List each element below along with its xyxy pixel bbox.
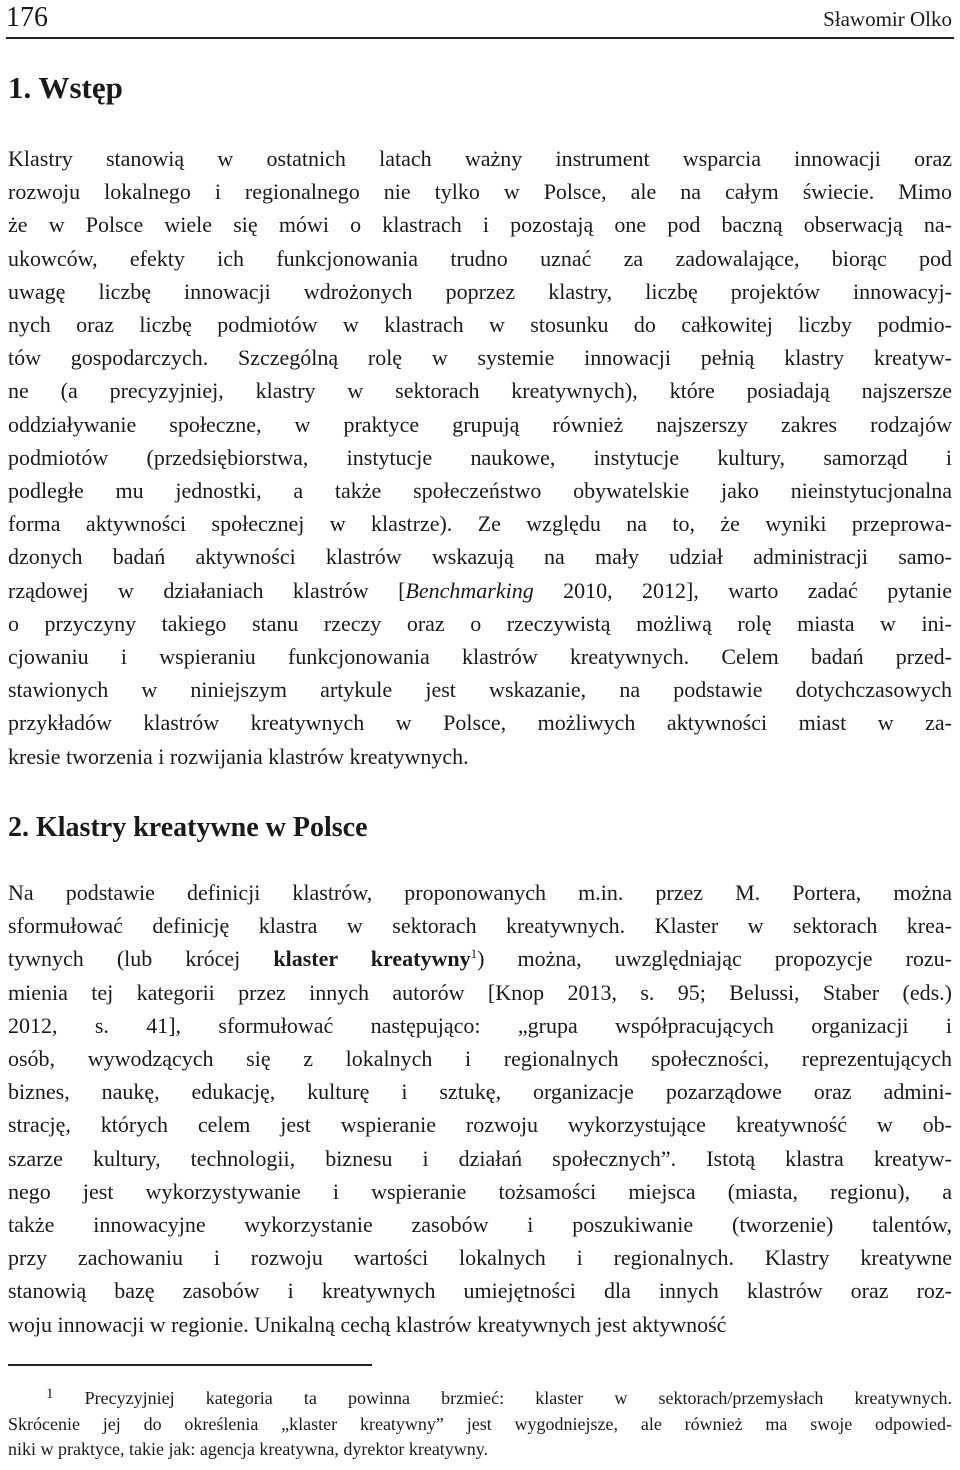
text-line: Klastry stanowią w ostatnich latach ważny instrument wsparcia innowacji oraz [8, 146, 952, 171]
running-header [6, 0, 954, 39]
term-bold: klaster kreatywny [273, 946, 471, 972]
text-line [8, 574, 952, 607]
text-line: tów gospodarczych. Szczególną rolę w systemie innowacji pełnią klastry kreatyw- [8, 345, 952, 371]
footnote-reference[interactable]: 1 [470, 946, 478, 962]
text-line: Na podstawie definicji klastrów, proponowanych m.in. przez M. Portera, można [8, 880, 952, 905]
section-1-paragraph [8, 142, 952, 773]
text-line: szarze kultury, technologii, biznesu i działań społecznych”. Istotą klastra kreatyw- [8, 1145, 952, 1171]
text-line: oddziaływanie społeczne, w praktyce grupują również najszerszy zakres rodzajów [8, 411, 952, 437]
text-line: ukowców, efekty ich funkcjonowania trudno uznać za zadowalające, biorąc pod [8, 245, 952, 271]
text-line: że w Polsce wiele się mówi o klastrach i pozostają one pod baczną obserwacją na- [8, 212, 952, 238]
section-1-heading: 1. Wstęp [8, 70, 123, 105]
text-line [8, 942, 952, 975]
text-segment: Precyzyjniej kategoria ta powinna brzmieć: klaster w sektorach/przemysłach kreatywnych. [53, 1388, 952, 1408]
text-line: biznes, naukę, edukację, kulturę i sztukę, organizacje pozarządowe oraz admini- [8, 1079, 952, 1105]
text-line: nego jest wykorzystywanie i wspieranie tożsamości miejsca (miasta, regionu), a [8, 1178, 952, 1204]
text-segment: rządowej w działaniach klastrów [ [8, 577, 406, 603]
text-line: podległe mu jednostki, a także społeczeństwo obywatelskie jako nieinstytucjonalna [8, 478, 952, 504]
footnote-line: niki w praktyce, takie jak: agencja kreatywna, dyrektor kreatywny. [8, 1439, 489, 1459]
footnote-separator [8, 1364, 372, 1366]
text-line: 2012, s. 41], sformułować następująco: „grupa współpracujących organizacji i [8, 1012, 952, 1038]
text-line: strację, których celem jest wspieranie rozwoju wykorzystujące kreatywność w ob- [8, 1112, 952, 1138]
text-line: nych oraz liczbę podmiotów w klastrach w stosunku do całkowitej liczby podmio- [8, 312, 952, 338]
text-line: podmiotów (przedsiębiorstwa, instytucje naukowe, instytucje kultury, samorząd i [8, 444, 952, 470]
text-line: uwagę liczbę innowacji wdrożonych poprzez klastry, liczbę projektów innowacyj- [8, 278, 952, 304]
footnote [8, 1382, 952, 1463]
page-number: 176 [6, 2, 48, 33]
citation-italic: Benchmarking [405, 577, 534, 603]
text-line: także innowacyjne wykorzystanie zasobów i poszukiwanie (tworzenie) talentów, [8, 1212, 952, 1238]
text-line: mienia tej kategorii przez innych autorów [Knop 2013, s. 95; Belussi, Staber (eds.) [8, 979, 952, 1005]
footnote-line: Skrócenie jej do określenia „klaster kreatywny” jest wygodniejsze, ale również ma swoje odpowied- [8, 1413, 952, 1434]
text-line: stawionych w niniejszym artykule jest wskazanie, na podstawie dotychczasowych [8, 677, 952, 703]
text-line: rozwoju lokalnego i regionalnego nie tylko w Polsce, ale na całym świecie. Mimo [8, 179, 952, 205]
text-line: forma aktywności społecznej w klastrze). Ze względu na to, że wyniki przeprowa- [8, 511, 952, 537]
text-line: przykładów klastrów kreatywnych w Polsce, możliwych aktywności miast w za- [8, 710, 952, 736]
text-segment: ) można, uwzględniając propozycje rozu- [477, 946, 953, 972]
text-line: woju innowacji w regionie. Unikalną cechą klastrów kreatywnych jest aktywność [8, 1311, 727, 1337]
text-segment: 2010, 2012], warto zadać pytanie [533, 577, 952, 603]
running-head-author: Sławomir Olko [823, 7, 952, 31]
footnote-line [8, 1382, 952, 1412]
text-line: o przyczyny takiego stanu rzeczy oraz o rzeczywistą możliwą rolę miasta w ini- [8, 610, 952, 636]
text-line: sformułować definicję klastra w sektorach kreatywnych. Klaster w sektorach krea- [8, 913, 952, 939]
text-line: przy zachowaniu i rozwoju wartości lokalnych i regionalnych. Klastry kreatywne [8, 1245, 952, 1271]
text-line: dzonych badań aktywności klastrów wskazują na mały udział administracji samo- [8, 544, 952, 570]
text-line: osób, wywodzących się z lokalnych i regionalnych społeczności, reprezentujących [8, 1046, 952, 1072]
text-line: cjowaniu i wspieraniu funkcjonowania klastrów kreatywnych. Celem badań przed- [8, 644, 952, 670]
text-line: stanowią bazę zasobów i kreatywnych umiejętności dla innych klastrów oraz roz- [8, 1278, 952, 1304]
footnote-marker: 1 [46, 1386, 54, 1402]
text-segment: tywnych (lub krócej [8, 946, 274, 972]
section-2-paragraph [8, 876, 952, 1341]
text-line: kresie tworzenia i rozwijania klastrów kreatywnych. [8, 743, 469, 769]
section-2-heading: 2. Klastry kreatywne w Polsce [8, 812, 368, 843]
text-line: ne (a precyzyjniej, klastry w sektorach kreatywnych), które posiadają najszersze [8, 378, 952, 404]
